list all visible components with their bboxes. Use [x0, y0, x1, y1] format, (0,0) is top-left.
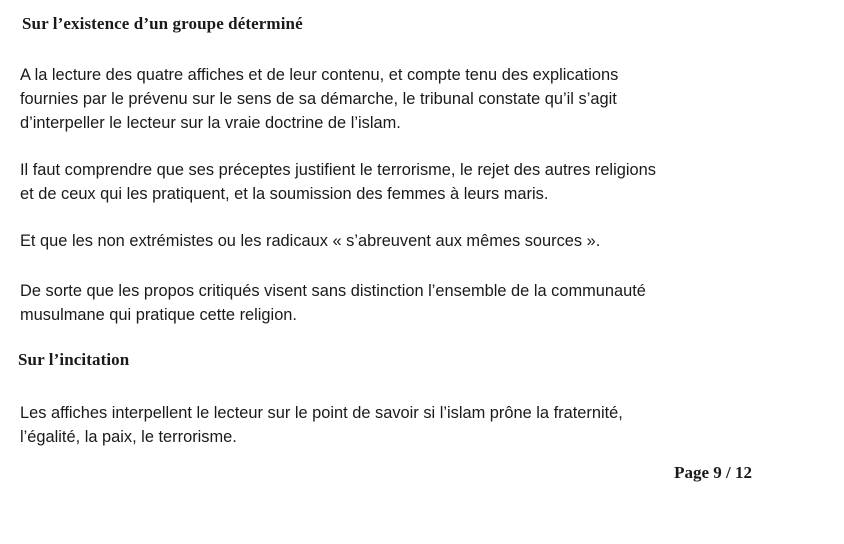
paragraph-line: musulmane qui pratique cette religion. — [20, 306, 297, 324]
paragraph-line: et de ceux qui les pratiquent, et la soumission des femmes à leurs maris. — [20, 185, 549, 203]
section-heading-incitation: Sur l’incitation — [18, 350, 130, 369]
section-heading-groupe-determine: Sur l’existence d’un groupe déterminé — [22, 14, 303, 33]
paragraph-line: l’égalité, la paix, le terrorisme. — [20, 428, 237, 446]
paragraph — [20, 279, 750, 327]
paragraph — [20, 229, 750, 253]
paragraph-line: De sorte que les propos critiqués visent sans distinction l’ensemble de la communauté — [20, 282, 646, 300]
paragraph-line: Il faut comprendre que ses préceptes justifient le terrorisme, le rejet des autres religions — [20, 161, 656, 179]
paragraph-line: d’interpeller le lecteur sur la vraie doctrine de l’islam. — [20, 114, 401, 132]
paragraph-line: Les affiches interpellent le lecteur sur le point de savoir si l’islam prône la fraternité, — [20, 404, 623, 422]
paragraph — [20, 158, 750, 206]
paragraph — [20, 401, 750, 449]
page-number: Page 9 / 12 — [674, 463, 752, 482]
paragraph-line: fournies par le prévenu sur le sens de sa démarche, le tribunal constate qu’il s’agit — [20, 90, 617, 108]
paragraph-line: A la lecture des quatre affiches et de leur contenu, et compte tenu des explications — [20, 66, 619, 84]
paragraph-line: Et que les non extrémistes ou les radicaux « s’abreuvent aux mêmes sources ». — [20, 232, 601, 250]
paragraph — [20, 63, 750, 135]
